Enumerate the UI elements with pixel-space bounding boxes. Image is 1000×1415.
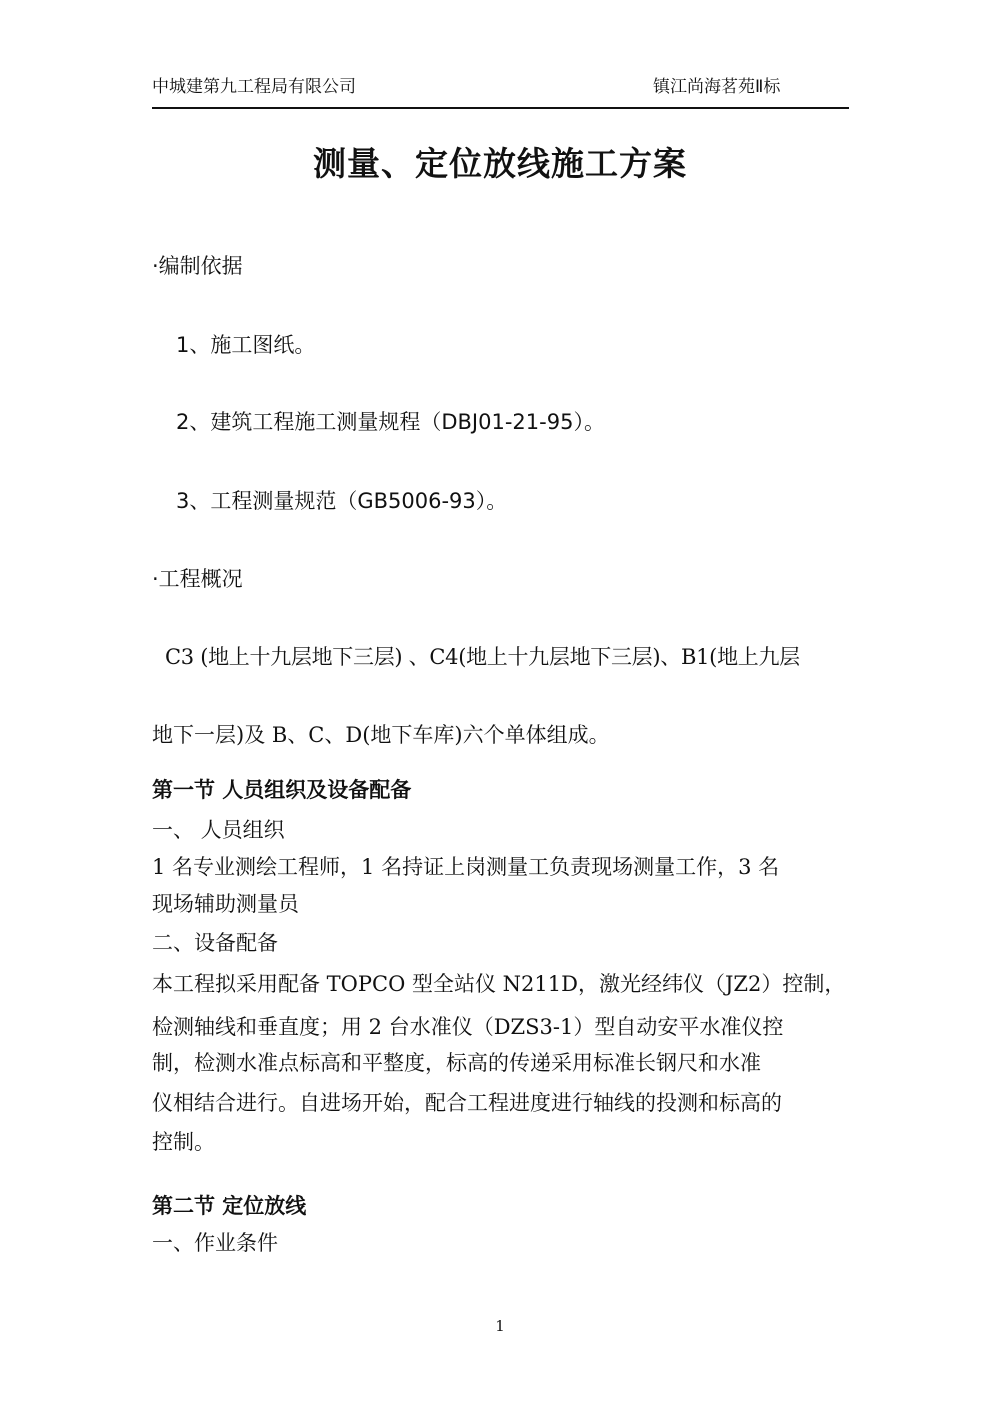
header-company: 中城建第九工程局有限公司 xyxy=(152,77,356,97)
section1-text-line: 本工程拟采用配备 TOPCO 型全站仪 N211D，激光经纬仪（JZ2）控制， xyxy=(152,972,846,996)
basis-item: 1、施工图纸。 xyxy=(176,333,316,357)
document-title: 测量、定位放线施工方案 xyxy=(313,144,687,183)
overview-line: 地下一层)及 B、C、D(地下车库)六个单体组成。 xyxy=(152,723,610,747)
basis-item: 2、建筑工程施工测量规程（DBJ01-21-95）。 xyxy=(176,410,605,434)
section1-sub2: 二、设备配备 xyxy=(152,931,278,955)
section1-text-line: 检测轴线和垂直度；用 2 台水准仪（DZS3-1）型自动安平水准仪控 xyxy=(152,1015,784,1039)
section1-text-line: 控制。 xyxy=(152,1130,215,1154)
section1-heading: 第一节 人员组织及设备配备 xyxy=(152,778,412,802)
overview-line: C3 (地上十九层地下三层) 、C4(地上十九层地下三层)、B1(地上九层 xyxy=(165,645,800,669)
basis-item: 3、工程测量规范（GB5006-93）。 xyxy=(176,489,508,513)
basis-heading: ·编制依据 xyxy=(152,254,243,278)
section1-text-line: 制，检测水准点标高和平整度，标高的传递采用标准长钢尺和水准 xyxy=(152,1051,761,1075)
section1-text-line: 仪相结合进行。自进场开始，配合工程进度进行轴线的投测和标高的 xyxy=(152,1091,782,1115)
header-project: 镇江尚海茗苑Ⅱ标 xyxy=(653,77,781,97)
section2-heading: 第二节 定位放线 xyxy=(152,1194,307,1218)
overview-heading: ·工程概况 xyxy=(152,567,243,591)
section2-sub1: 一、作业条件 xyxy=(152,1231,278,1255)
header-rule xyxy=(152,107,849,109)
section1-sub1: 一、 人员组织 xyxy=(152,818,285,842)
section1-text-line: 现场辅助测量员 xyxy=(152,892,299,916)
page-number: 1 xyxy=(495,1317,505,1335)
section1-text-line: 1 名专业测绘工程师，1 名持证上岗测量工负责现场测量工作，3 名 xyxy=(152,855,780,879)
